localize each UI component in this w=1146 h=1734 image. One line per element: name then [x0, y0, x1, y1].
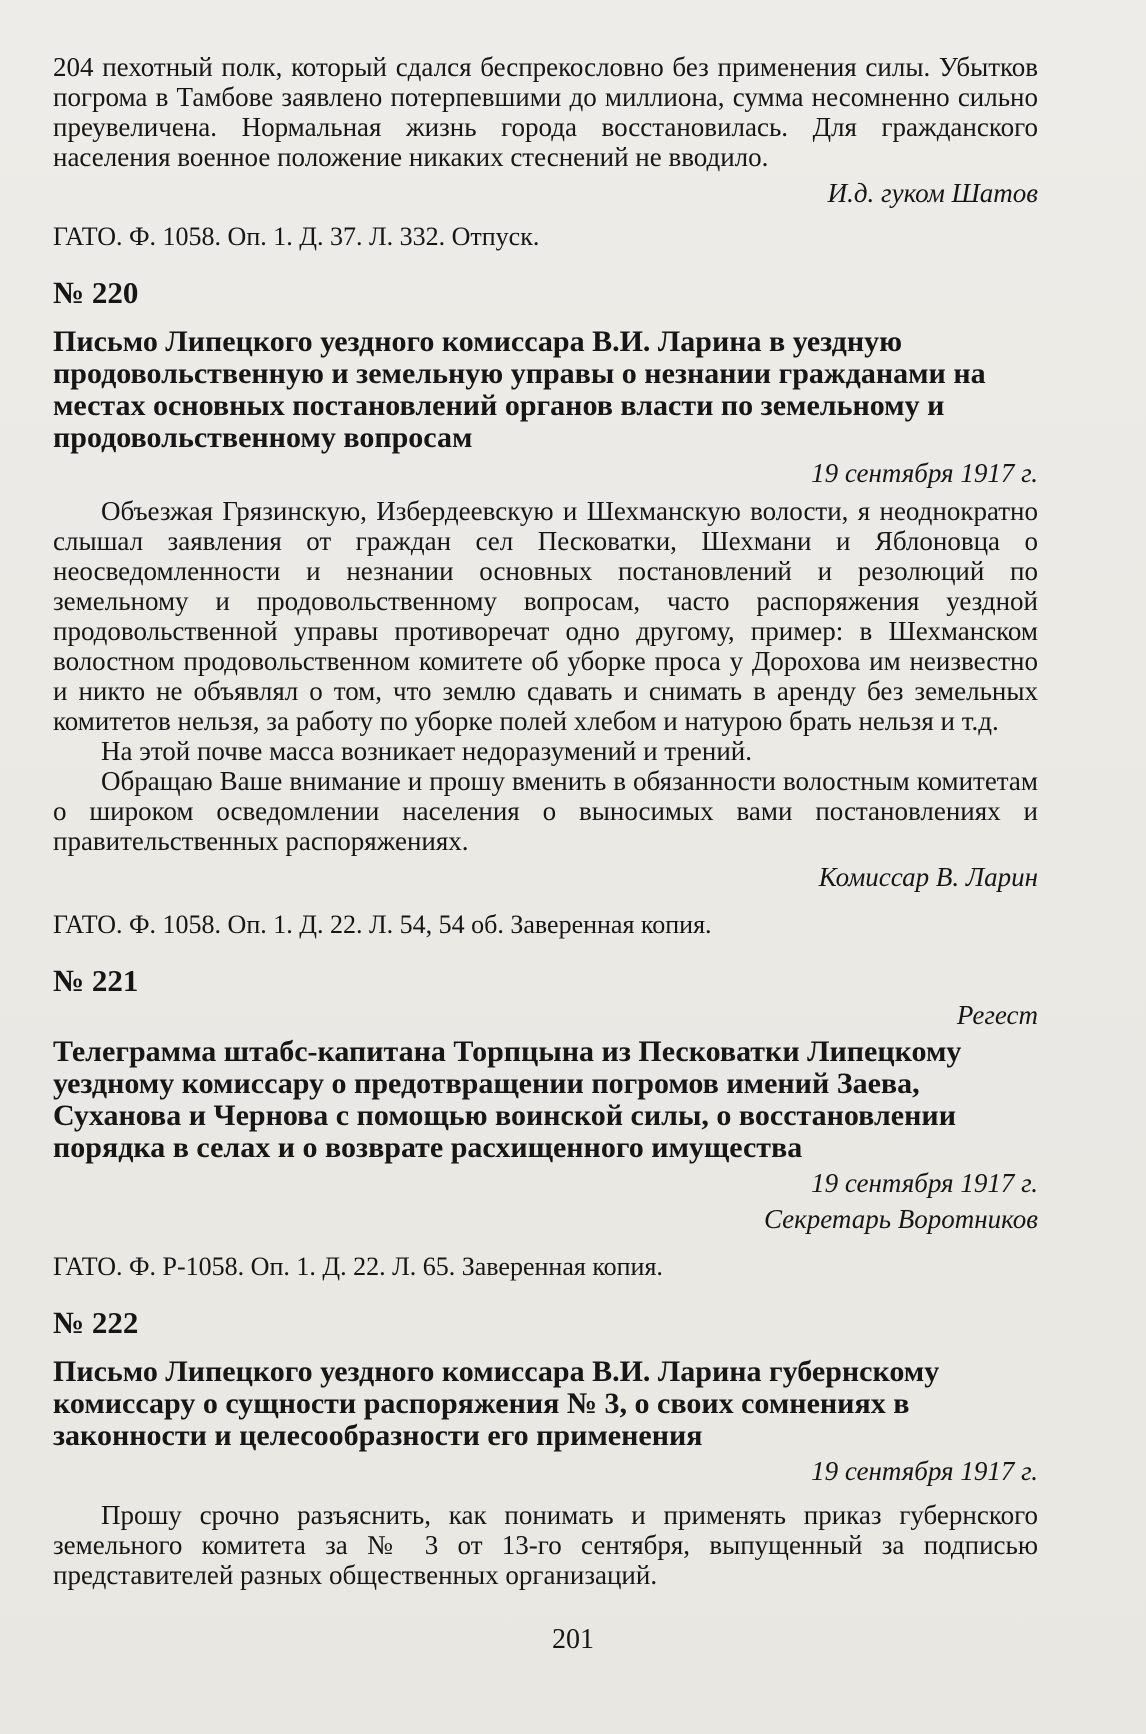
page-number: 201	[552, 1624, 594, 1655]
doc-222-date: 19 сентября 1917 г.	[811, 1456, 1038, 1486]
doc-221-signature: Секретарь Воротников	[763, 1204, 1038, 1234]
doc-221-number: № 221	[53, 963, 139, 998]
continuation-paragraph: 204 пехотный полк, который сдался беспрекословно без применения силы. Убытков погрома в Тамбове заявлено потерпевшими до миллиона, сумма несомненно сильно преувеличена. Нормальная жизнь города восстановилась. Для гражданского населения военное положение никаких стеснений не вводило.	[53, 52, 1038, 172]
document-222	[53, 1306, 1038, 1590]
document-221	[53, 964, 1038, 1282]
doc-221-title: Телеграмма штабс-капитана Торпцына из Песковатки Липецкому уездному комиссару о предотвращении погромов имений Заева, Суханова и Чернова с помощью воинской силы, о восстановлении порядка в селах и о возврате расхищенного имущества	[53, 1035, 962, 1164]
doc-220-paragraph-2: На этой почве масса возникает недоразумений и трений.	[101, 736, 753, 766]
doc-220-paragraph-3: Обращаю Ваше внимание и прошу вменить в обязанности волостным комитетам о широком осведомлении населения о выносимых вами постановлениях и правительственных распоряжениях.	[53, 766, 1038, 856]
archive-ref-top: ГАТО. Ф. 1058. Оп. 1. Д. 37. Л. 332. Отпуск.	[53, 222, 540, 251]
doc-220-signature: Комиссар В. Ларин	[818, 862, 1038, 892]
doc-222-number: № 222	[53, 1305, 139, 1340]
doc-221-date: 19 сентября 1917 г.	[811, 1168, 1038, 1198]
page-content	[53, 52, 1038, 1590]
signature-shatov: И.д. гуком Шатов	[827, 178, 1038, 208]
doc-220-paragraph-1: Объезжая Грязинскую, Избердеевскую и Шехманскую волости, я неоднократно слышал заявления от граждан сел Песковатки, Шехмани и Яблоновца о неосведомленности и незнании основных постановлений и резолюций по земельному и продовольственному вопросам, часто распоряжения уездной продовольственной управы противоречат одно другому, пример: в Шехманском волостном продовольственном комитете об уборке проса у Дорохова им неизвестно и никто не объявлял о том, что землю сдавать и снимать в аренду без земельных комитетов нельзя, за работу по уборке полей хлебом и натурою брать нельзя и т.д.	[53, 496, 1038, 736]
document-220	[53, 276, 1038, 940]
doc-222-title: Письмо Липецкого уездного комиссара В.И. Ларина губернскому комиссару о сущности распоряжения № 3, о своих сомнениях в законности и целесообразности его применения	[53, 1355, 940, 1452]
doc-220-date: 19 сентября 1917 г.	[811, 458, 1038, 488]
doc-221-regest-label: Регест	[956, 1000, 1038, 1030]
doc-220-number: № 220	[53, 275, 139, 310]
doc-220-title: Письмо Липецкого уездного комиссара В.И. Ларина в уездную продовольственную и земельную управы о незнании гражданами на местах основных постановлений органов власти по земельному и продовольственному вопросам	[53, 325, 986, 454]
doc-222-paragraph: Прошу срочно разъяснить, как понимать и применять приказ губернского земельного комитета за № 3 от 13-го сентября, выпущенный за подписью представителей разных общественных организаций.	[53, 1500, 1038, 1590]
doc-220-archive: ГАТО. Ф. 1058. Оп. 1. Д. 22. Л. 54, 54 об. Заверенная копия.	[53, 910, 712, 939]
doc-221-archive: ГАТО. Ф. Р-1058. Оп. 1. Д. 22. Л. 65. Заверенная копия.	[53, 1252, 663, 1281]
